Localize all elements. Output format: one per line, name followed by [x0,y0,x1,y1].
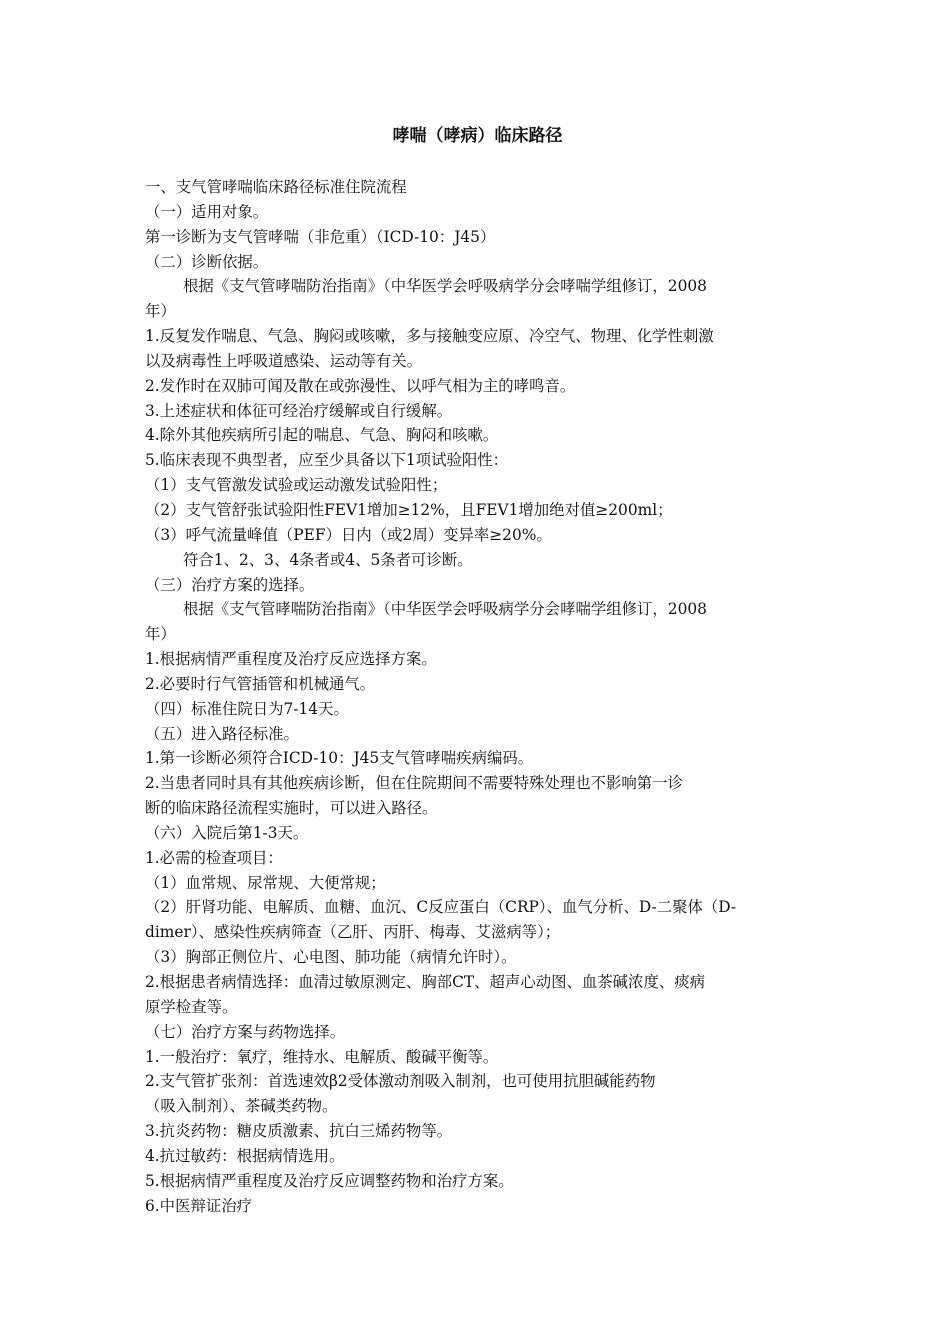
text-line: （二）诊断依据。 [145,252,269,271]
text-line: 4.除外其他疾病所引起的喘息、气急、胸闷和咳嗽。 [145,426,499,445]
document-body [145,175,810,1218]
text-line: （3）胸部正侧位片、心电图、肺功能（病情允许时）。 [145,948,517,967]
text-line: 根据《支气管哮喘防治指南》（中华医学会呼吸病学分会哮喘学组修订，2008 [183,277,707,296]
text-line: （2）肝肾功能、电解质、血糖、血沉、C反应蛋白（CRP）、血气分析、D-二聚体（D- [145,898,737,917]
text-line: dimer）、感染性疾病筛查（乙肝、丙肝、梅毒、艾滋病等）； [145,923,561,942]
text-line: 5.根据病情严重程度及治疗反应调整药物和治疗方案。 [145,1171,514,1190]
text-line: 1.一般治疗：氧疗，维持水、电解质、酸碱平衡等。 [145,1047,499,1066]
text-line: 一、支气管哮喘临床路径标准住院流程 [145,178,407,196]
text-line: 2.支气管扩张剂：首选速效β2受体激动剂吸入制剂，也可使用抗胆碱能药物 [145,1072,656,1091]
text-line: （1）血常规、尿常规、大便常规； [145,873,386,892]
text-line: 3.上述症状和体征可经治疗缓解或自行缓解。 [145,401,453,420]
text-line: （1）支气管激发试验或运动激发试验阳性； [145,476,448,495]
text-line: 2.根据患者病情选择：血清过敏原测定、胸部CT、超声心动图、血茶碱浓度、痰病 [145,973,706,991]
text-line: （2）支气管舒张试验阳性FEV1增加≥12%，且FEV1增加绝对值≥200ml； [145,500,673,519]
text-line: 符合1、2、3、4条者或4、5条者可诊断。 [183,550,473,569]
text-line: （一）适用对象。 [145,202,269,221]
text-line: （六）入院后第1-3天。 [145,823,309,842]
text-line: 原学检查等。 [145,997,238,1016]
text-line: 以及病毒性上呼吸道感染、运动等有关。 [145,351,423,370]
text-line: 根据《支气管哮喘防治指南》（中华医学会呼吸病学分会哮喘学组修订，2008 [183,600,707,619]
text-line: 1.第一诊断必须符合ICD-10：J45支气管哮喘疾病编码。 [145,749,534,768]
text-line: 2.必要时行气管插管和机械通气。 [145,674,376,693]
text-line: （四）标准住院日为7-14天。 [145,699,349,718]
text-line: 6.中医辩证治疗 [145,1196,253,1215]
document-title: 哮喘（哮病）临床路径 [392,126,563,146]
text-line: 年） [145,625,176,644]
text-line: 1.反复发作喘息、气急、胸闷或咳嗽，多与接触变应原、冷空气、物理、化学性刺激 [145,327,714,346]
text-line: 年） [145,302,176,321]
text-line: （3）呼气流量峰值（PEF）日内（或2周）变异率≥20%。 [145,525,552,544]
text-line: 3.抗炎药物：糖皮质激素、抗白三烯药物等。 [145,1122,453,1141]
text-line: （七）治疗方案与药物选择。 [145,1022,346,1041]
text-line: 2.发作时在双肺可闻及散在或弥漫性、以呼气相为主的哮鸣音。 [145,376,576,395]
text-line: 1.根据病情严重程度及治疗反应选择方案。 [145,650,437,669]
text-line: （吸入制剂）、茶碱类药物。 [145,1097,338,1116]
text-line: （三）治疗方案的选择。 [145,575,315,594]
text-line: 断的临床路径流程实施时，可以进入路径。 [145,799,438,818]
text-line: 4.抗过敏药：根据病情选用。 [145,1146,345,1165]
text-line: 1.必需的检查项目： [145,848,283,867]
text-line: 第一诊断为支气管哮喘（非危重）（ICD-10：J45） [145,227,496,246]
text-line: （五）进入路径标准。 [145,724,299,743]
text-line: 2.当患者同时具有其他疾病诊断，但在住院期间不需要特殊处理也不影响第一诊 [145,774,683,793]
text-line: 5.临床表现不典型者，应至少具备以下1项试验阳性： [145,451,509,470]
